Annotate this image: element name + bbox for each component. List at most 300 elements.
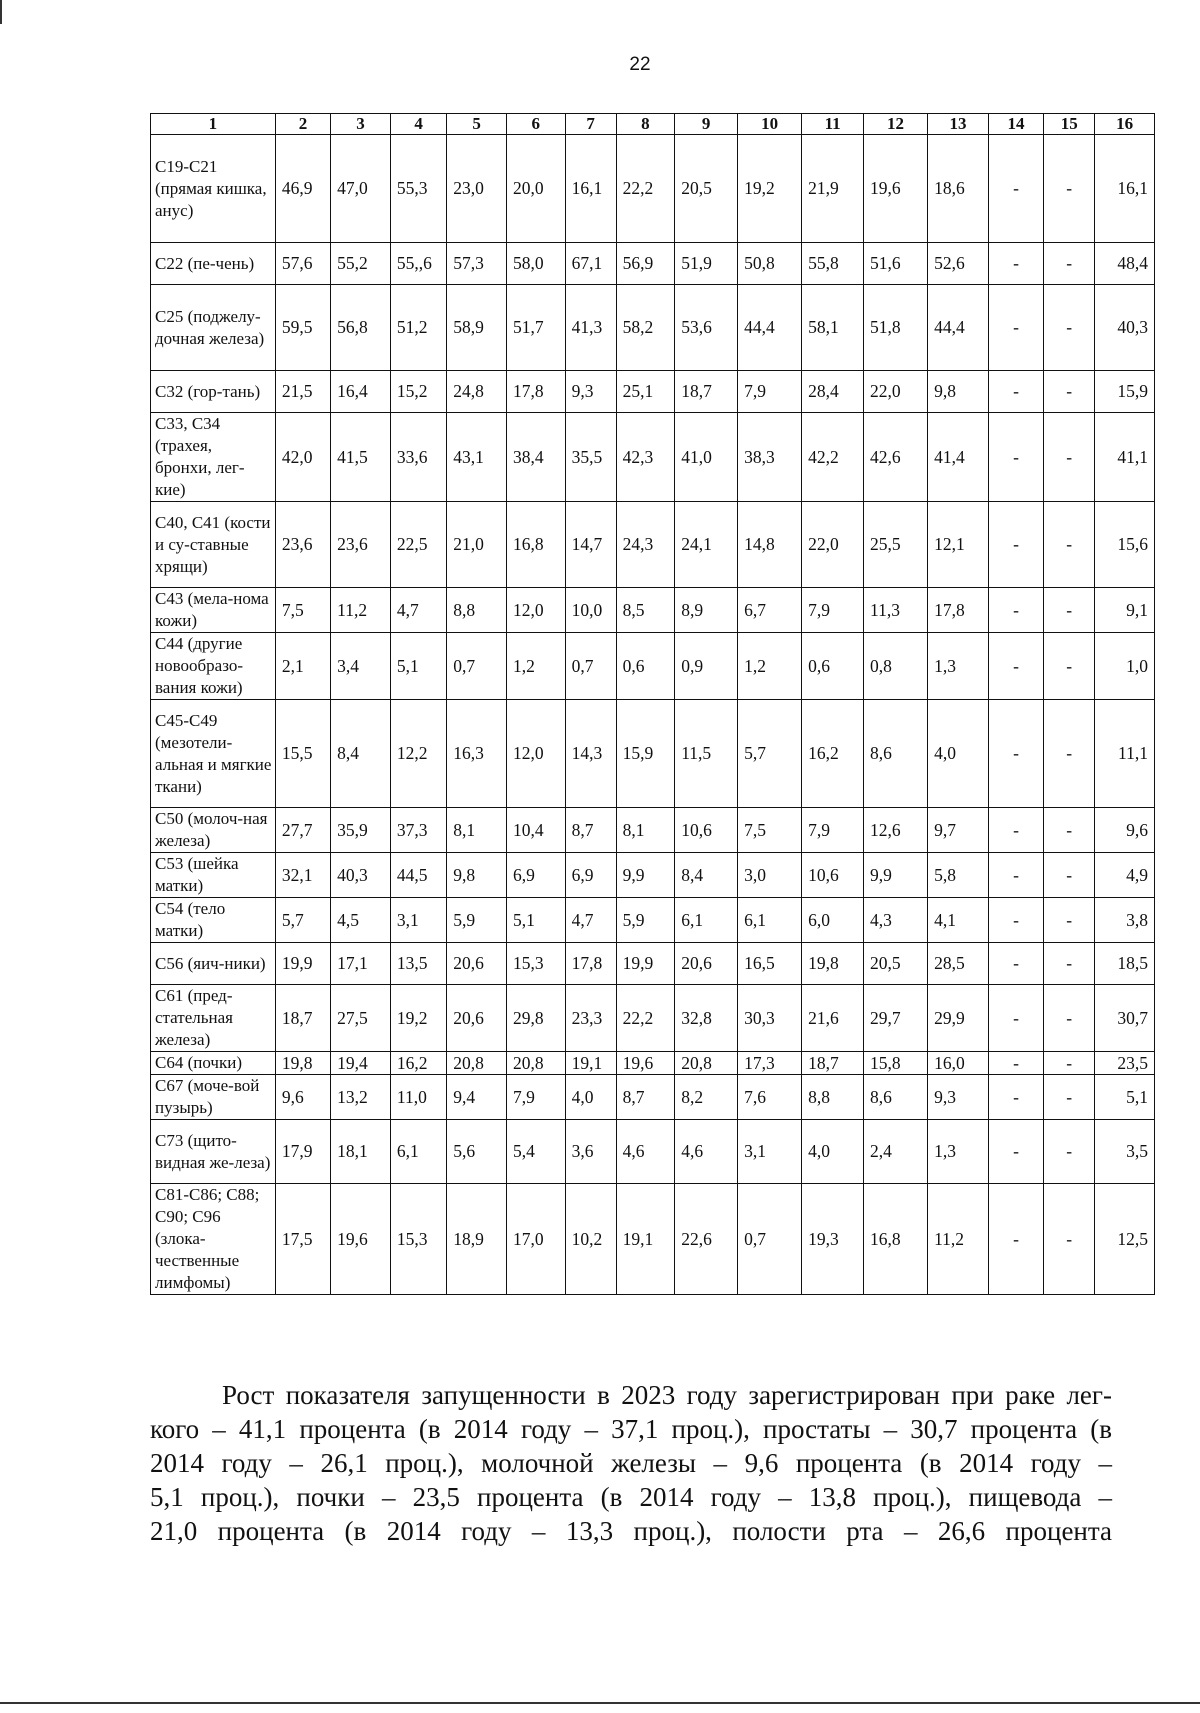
table-cell: 17,0 bbox=[506, 1184, 565, 1295]
table-cell: 12,0 bbox=[506, 588, 565, 633]
table-cell: 51,6 bbox=[864, 243, 928, 285]
table-cell: 46,9 bbox=[275, 135, 330, 243]
table-cell: 19,4 bbox=[331, 1052, 391, 1075]
table-cell: 3,0 bbox=[738, 853, 802, 898]
table-cell: 18,7 bbox=[675, 371, 738, 413]
table-cell: - bbox=[988, 700, 1043, 808]
table-cell: 9,8 bbox=[928, 371, 989, 413]
column-header: 10 bbox=[738, 114, 802, 135]
table-cell: 42,2 bbox=[802, 413, 864, 502]
page-edge-mark bbox=[0, 0, 2, 24]
table-cell: 41,5 bbox=[331, 413, 391, 502]
table-cell: - bbox=[988, 243, 1043, 285]
table-cell: 15,8 bbox=[864, 1052, 928, 1075]
row-label: С61 (пред-стательная железа) bbox=[151, 985, 276, 1052]
table-cell: 7,5 bbox=[275, 588, 330, 633]
column-header: 4 bbox=[390, 114, 446, 135]
table-cell: 58,0 bbox=[506, 243, 565, 285]
table-cell: 41,3 bbox=[565, 285, 616, 371]
table-row bbox=[151, 371, 1155, 413]
table-cell: 33,6 bbox=[390, 413, 446, 502]
table-cell: 38,3 bbox=[738, 413, 802, 502]
table-cell: 29,7 bbox=[864, 985, 928, 1052]
table-cell: 4,6 bbox=[675, 1120, 738, 1184]
table-cell: 7,5 bbox=[738, 808, 802, 853]
table-cell: 13,5 bbox=[390, 943, 446, 985]
table-cell: 20,6 bbox=[675, 943, 738, 985]
table-cell: 55,8 bbox=[802, 243, 864, 285]
column-header: 3 bbox=[331, 114, 391, 135]
table-cell: - bbox=[1044, 135, 1095, 243]
table-cell: 8,7 bbox=[565, 808, 616, 853]
table-cell: 51,9 bbox=[675, 243, 738, 285]
table-cell: 1,0 bbox=[1095, 633, 1155, 700]
table-cell: 22,6 bbox=[675, 1184, 738, 1295]
column-header: 1 bbox=[151, 114, 276, 135]
table-cell: 4,7 bbox=[390, 588, 446, 633]
table-cell: 10,4 bbox=[506, 808, 565, 853]
column-header: 14 bbox=[988, 114, 1043, 135]
table-cell: 12,6 bbox=[864, 808, 928, 853]
column-header: 8 bbox=[616, 114, 675, 135]
table-cell: 47,0 bbox=[331, 135, 391, 243]
row-label: С45-С49 (мезотели-альная и мягкие ткани) bbox=[151, 700, 276, 808]
table-cell: 0,6 bbox=[802, 633, 864, 700]
table-cell: 16,4 bbox=[331, 371, 391, 413]
table-cell: 0,8 bbox=[864, 633, 928, 700]
table-cell: 16,0 bbox=[928, 1052, 989, 1075]
table-cell: 16,1 bbox=[1095, 135, 1155, 243]
table-cell: 15,3 bbox=[506, 943, 565, 985]
table-cell: 19,9 bbox=[275, 943, 330, 985]
table-cell: 21,6 bbox=[802, 985, 864, 1052]
table-cell: 44,4 bbox=[928, 285, 989, 371]
table-cell: - bbox=[988, 1052, 1043, 1075]
table-cell: 3,1 bbox=[738, 1120, 802, 1184]
table-cell: - bbox=[1044, 1075, 1095, 1120]
table-cell: - bbox=[988, 985, 1043, 1052]
table-cell: 19,6 bbox=[331, 1184, 391, 1295]
table-cell: 8,6 bbox=[864, 1075, 928, 1120]
table-cell: 17,8 bbox=[565, 943, 616, 985]
table-cell: 7,9 bbox=[802, 808, 864, 853]
table-row bbox=[151, 285, 1155, 371]
table-cell: 20,0 bbox=[506, 135, 565, 243]
table-cell: 9,9 bbox=[616, 853, 675, 898]
table-cell: 40,3 bbox=[331, 853, 391, 898]
table-cell: 8,8 bbox=[802, 1075, 864, 1120]
table-cell: 9,7 bbox=[928, 808, 989, 853]
row-label: С56 (яич-ники) bbox=[151, 943, 276, 985]
table-row bbox=[151, 588, 1155, 633]
table-cell: 22,2 bbox=[616, 135, 675, 243]
table-row bbox=[151, 943, 1155, 985]
table-cell: 7,6 bbox=[738, 1075, 802, 1120]
table-cell: - bbox=[1044, 588, 1095, 633]
table-cell: - bbox=[1044, 1052, 1095, 1075]
table-cell: - bbox=[1044, 700, 1095, 808]
table-cell: 19,1 bbox=[565, 1052, 616, 1075]
table-cell: 19,2 bbox=[738, 135, 802, 243]
table-cell: 6,9 bbox=[565, 853, 616, 898]
table-cell: 55,3 bbox=[390, 135, 446, 243]
table-cell: 19,3 bbox=[802, 1184, 864, 1295]
table-row bbox=[151, 808, 1155, 853]
table-cell: 8,4 bbox=[675, 853, 738, 898]
table-cell: 6,1 bbox=[738, 898, 802, 943]
table-cell: 10,6 bbox=[802, 853, 864, 898]
table-cell: - bbox=[988, 1184, 1043, 1295]
table-cell: 6,9 bbox=[506, 853, 565, 898]
column-header: 13 bbox=[928, 114, 989, 135]
table-cell: 17,9 bbox=[275, 1120, 330, 1184]
row-label: С67 (моче-вой пузырь) bbox=[151, 1075, 276, 1120]
table-cell: 5,1 bbox=[1095, 1075, 1155, 1120]
table-cell: 15,9 bbox=[1095, 371, 1155, 413]
table-cell: 15,5 bbox=[275, 700, 330, 808]
row-label: С64 (почки) bbox=[151, 1052, 276, 1075]
table-cell: 7,9 bbox=[802, 588, 864, 633]
table-cell: 57,3 bbox=[447, 243, 507, 285]
row-label: С44 (другие новообразо-вания кожи) bbox=[151, 633, 276, 700]
table-cell: 5,1 bbox=[506, 898, 565, 943]
table-cell: 42,6 bbox=[864, 413, 928, 502]
table-cell: 20,8 bbox=[506, 1052, 565, 1075]
table-cell: 8,1 bbox=[616, 808, 675, 853]
table-cell: 12,2 bbox=[390, 700, 446, 808]
table-cell: 6,7 bbox=[738, 588, 802, 633]
table-cell: 0,7 bbox=[738, 1184, 802, 1295]
table-cell: 20,5 bbox=[675, 135, 738, 243]
table-cell: - bbox=[1044, 371, 1095, 413]
table-cell: - bbox=[1044, 808, 1095, 853]
table-cell: 16,5 bbox=[738, 943, 802, 985]
table-cell: 8,9 bbox=[675, 588, 738, 633]
table-cell: 42,3 bbox=[616, 413, 675, 502]
row-label: С32 (гор-тань) bbox=[151, 371, 276, 413]
table-cell: - bbox=[1044, 413, 1095, 502]
table-cell: 11,3 bbox=[864, 588, 928, 633]
table-cell: - bbox=[1044, 943, 1095, 985]
row-label: С25 (поджелу-дочная железа) bbox=[151, 285, 276, 371]
table-cell: 3,6 bbox=[565, 1120, 616, 1184]
table-row bbox=[151, 1120, 1155, 1184]
table-cell: 5,9 bbox=[616, 898, 675, 943]
table-cell: 9,4 bbox=[447, 1075, 507, 1120]
table-row bbox=[151, 502, 1155, 588]
table-cell: 19,2 bbox=[390, 985, 446, 1052]
table-cell: 7,9 bbox=[738, 371, 802, 413]
table-cell: 37,3 bbox=[390, 808, 446, 853]
table-cell: - bbox=[988, 588, 1043, 633]
table-cell: - bbox=[988, 1120, 1043, 1184]
table-cell: 58,9 bbox=[447, 285, 507, 371]
column-header: 16 bbox=[1095, 114, 1155, 135]
table-cell: 21,0 bbox=[447, 502, 507, 588]
table-cell: 8,5 bbox=[616, 588, 675, 633]
table-cell: 6,1 bbox=[675, 898, 738, 943]
table-cell: 51,2 bbox=[390, 285, 446, 371]
table-cell: 9,6 bbox=[275, 1075, 330, 1120]
table-cell: 18,7 bbox=[275, 985, 330, 1052]
table-cell: 57,6 bbox=[275, 243, 330, 285]
page-bottom-edge bbox=[0, 1702, 1200, 1704]
paragraph-line: 5,1 проц.), почки – 23,5 процента (в 2014 году – 13,8 проц.), пищевода – bbox=[150, 1482, 1112, 1512]
table-cell: 38,4 bbox=[506, 413, 565, 502]
table-cell: 4,1 bbox=[928, 898, 989, 943]
column-header: 11 bbox=[802, 114, 864, 135]
column-header: 15 bbox=[1044, 114, 1095, 135]
paragraph-line: 21,0 процента (в 2014 году – 13,3 проц.), полости рта – 26,6 процента bbox=[150, 1516, 1112, 1546]
column-header: 7 bbox=[565, 114, 616, 135]
table-cell: 9,1 bbox=[1095, 588, 1155, 633]
table-cell: 43,1 bbox=[447, 413, 507, 502]
table-cell: 9,6 bbox=[1095, 808, 1155, 853]
table-cell: 4,6 bbox=[616, 1120, 675, 1184]
table-cell: 20,6 bbox=[447, 985, 507, 1052]
table-cell: 18,5 bbox=[1095, 943, 1155, 985]
table-cell: 19,1 bbox=[616, 1184, 675, 1295]
table-cell: 10,2 bbox=[565, 1184, 616, 1295]
table-cell: 5,7 bbox=[738, 700, 802, 808]
table-cell: 67,1 bbox=[565, 243, 616, 285]
table-cell: 16,2 bbox=[802, 700, 864, 808]
row-label: С22 (пе-чень) bbox=[151, 243, 276, 285]
table-cell: 19,6 bbox=[864, 135, 928, 243]
table-cell: 58,2 bbox=[616, 285, 675, 371]
table-cell: 16,8 bbox=[864, 1184, 928, 1295]
table-row bbox=[151, 985, 1155, 1052]
table-cell: 15,9 bbox=[616, 700, 675, 808]
table-cell: - bbox=[1044, 633, 1095, 700]
table-cell: 27,7 bbox=[275, 808, 330, 853]
table-cell: 9,8 bbox=[447, 853, 507, 898]
table-cell: 15,3 bbox=[390, 1184, 446, 1295]
table-row bbox=[151, 243, 1155, 285]
table-cell: 23,6 bbox=[275, 502, 330, 588]
table-cell: 16,8 bbox=[506, 502, 565, 588]
table-cell: 25,1 bbox=[616, 371, 675, 413]
table-cell: 17,8 bbox=[506, 371, 565, 413]
table-cell: - bbox=[988, 898, 1043, 943]
table-cell: 35,5 bbox=[565, 413, 616, 502]
table-cell: 16,1 bbox=[565, 135, 616, 243]
table-row bbox=[151, 700, 1155, 808]
table-cell: 0,6 bbox=[616, 633, 675, 700]
table-cell: 16,3 bbox=[447, 700, 507, 808]
table-cell: 28,4 bbox=[802, 371, 864, 413]
row-label: С73 (щито-видная же-леза) bbox=[151, 1120, 276, 1184]
table-cell: 9,3 bbox=[928, 1075, 989, 1120]
table-cell: 17,1 bbox=[331, 943, 391, 985]
table-cell: 51,8 bbox=[864, 285, 928, 371]
table-cell: - bbox=[1044, 1120, 1095, 1184]
table-cell: 30,7 bbox=[1095, 985, 1155, 1052]
table-cell: 8,8 bbox=[447, 588, 507, 633]
table-cell: - bbox=[988, 633, 1043, 700]
table-cell: 9,3 bbox=[565, 371, 616, 413]
table-cell: - bbox=[988, 943, 1043, 985]
table-cell: 11,2 bbox=[331, 588, 391, 633]
table-cell: 6,0 bbox=[802, 898, 864, 943]
table-cell: 2,1 bbox=[275, 633, 330, 700]
table-cell: - bbox=[988, 808, 1043, 853]
table-cell: - bbox=[988, 413, 1043, 502]
table-cell: 22,0 bbox=[864, 371, 928, 413]
table-cell: 19,9 bbox=[616, 943, 675, 985]
table-cell: 4,7 bbox=[565, 898, 616, 943]
table-cell: 13,2 bbox=[331, 1075, 391, 1120]
table-cell: - bbox=[988, 1075, 1043, 1120]
table-cell: - bbox=[1044, 1184, 1095, 1295]
table-cell: 10,0 bbox=[565, 588, 616, 633]
table-cell: 22,2 bbox=[616, 985, 675, 1052]
table-cell: 17,5 bbox=[275, 1184, 330, 1295]
table-cell: 56,9 bbox=[616, 243, 675, 285]
table-cell: 4,0 bbox=[802, 1120, 864, 1184]
table-cell: 5,8 bbox=[928, 853, 989, 898]
table-cell: 23,5 bbox=[1095, 1052, 1155, 1075]
column-header: 6 bbox=[506, 114, 565, 135]
table-cell: 12,1 bbox=[928, 502, 989, 588]
table-cell: 59,5 bbox=[275, 285, 330, 371]
table-cell: - bbox=[988, 135, 1043, 243]
table-cell: 3,1 bbox=[390, 898, 446, 943]
table-cell: 1,3 bbox=[928, 633, 989, 700]
table-cell: 55,2 bbox=[331, 243, 391, 285]
table-cell: 20,8 bbox=[675, 1052, 738, 1075]
table-cell: 4,9 bbox=[1095, 853, 1155, 898]
table-cell: 22,5 bbox=[390, 502, 446, 588]
table-row bbox=[151, 898, 1155, 943]
column-header: 5 bbox=[447, 114, 507, 135]
table-cell: 44,5 bbox=[390, 853, 446, 898]
body-paragraph bbox=[150, 1378, 1112, 1548]
table-cell: 18,1 bbox=[331, 1120, 391, 1184]
table-cell: - bbox=[988, 853, 1043, 898]
table-cell: 5,9 bbox=[447, 898, 507, 943]
table-cell: 24,8 bbox=[447, 371, 507, 413]
table-cell: 8,1 bbox=[447, 808, 507, 853]
statistics-table bbox=[150, 113, 1155, 1295]
table-cell: 40,3 bbox=[1095, 285, 1155, 371]
table-cell: 50,8 bbox=[738, 243, 802, 285]
table-cell: 20,5 bbox=[864, 943, 928, 985]
table-cell: 4,5 bbox=[331, 898, 391, 943]
table-cell: 9,9 bbox=[864, 853, 928, 898]
table-row bbox=[151, 1184, 1155, 1295]
table-cell: 58,1 bbox=[802, 285, 864, 371]
row-label: С50 (молоч-ная железа) bbox=[151, 808, 276, 853]
table-cell: 42,0 bbox=[275, 413, 330, 502]
table-cell: 15,2 bbox=[390, 371, 446, 413]
table-cell: 14,3 bbox=[565, 700, 616, 808]
table-cell: 5,7 bbox=[275, 898, 330, 943]
table-cell: 41,4 bbox=[928, 413, 989, 502]
table-cell: 51,7 bbox=[506, 285, 565, 371]
table-cell: 1,2 bbox=[506, 633, 565, 700]
table-cell: 0,9 bbox=[675, 633, 738, 700]
table-cell: 10,6 bbox=[675, 808, 738, 853]
paragraph-line: кого – 41,1 процента (в 2014 году – 37,1 проц.), простаты – 30,7 процента (в bbox=[150, 1414, 1112, 1444]
table-row bbox=[151, 1052, 1155, 1075]
table-cell: 18,6 bbox=[928, 135, 989, 243]
table-cell: 12,5 bbox=[1095, 1184, 1155, 1295]
row-label: С53 (шейка матки) bbox=[151, 853, 276, 898]
table-cell: 56,8 bbox=[331, 285, 391, 371]
table-cell: 16,2 bbox=[390, 1052, 446, 1075]
column-header: 2 bbox=[275, 114, 330, 135]
table-cell: 35,9 bbox=[331, 808, 391, 853]
paragraph-line: 2014 году – 26,1 проц.), молочной железы – 9,6 процента (в 2014 году – bbox=[150, 1448, 1112, 1478]
table-cell: 15,6 bbox=[1095, 502, 1155, 588]
table-cell: 23,6 bbox=[331, 502, 391, 588]
table-cell: 2,4 bbox=[864, 1120, 928, 1184]
table-row bbox=[151, 633, 1155, 700]
table-row bbox=[151, 853, 1155, 898]
row-label: С54 (тело матки) bbox=[151, 898, 276, 943]
row-label: С40, С41 (кости и су-ставные хрящи) bbox=[151, 502, 276, 588]
table-cell: - bbox=[1044, 285, 1095, 371]
table-cell: 24,3 bbox=[616, 502, 675, 588]
table-cell: 48,4 bbox=[1095, 243, 1155, 285]
table-cell: - bbox=[988, 285, 1043, 371]
table-cell: 1,3 bbox=[928, 1120, 989, 1184]
table-cell: 11,5 bbox=[675, 700, 738, 808]
table-cell: - bbox=[1044, 502, 1095, 588]
table-cell: 3,8 bbox=[1095, 898, 1155, 943]
table-cell: 20,8 bbox=[447, 1052, 507, 1075]
column-header: 9 bbox=[675, 114, 738, 135]
table-header-row bbox=[151, 114, 1155, 135]
table-cell: 41,1 bbox=[1095, 413, 1155, 502]
table-cell: 17,3 bbox=[738, 1052, 802, 1075]
table-cell: 8,4 bbox=[331, 700, 391, 808]
table-cell: 27,5 bbox=[331, 985, 391, 1052]
table-cell: 5,1 bbox=[390, 633, 446, 700]
table-cell: 41,0 bbox=[675, 413, 738, 502]
table-cell: 0,7 bbox=[565, 633, 616, 700]
table-cell: 14,7 bbox=[565, 502, 616, 588]
row-label: С19-С21 (прямая кишка, анус) bbox=[151, 135, 276, 243]
table-cell: 4,3 bbox=[864, 898, 928, 943]
table-cell: 14,8 bbox=[738, 502, 802, 588]
paragraph-line: Рост показателя запущенности в 2023 году зарегистрирован при раке лег- bbox=[222, 1380, 1112, 1410]
table-cell: - bbox=[1044, 243, 1095, 285]
table-cell: 20,6 bbox=[447, 943, 507, 985]
table-cell: 19,8 bbox=[275, 1052, 330, 1075]
table-cell: 21,9 bbox=[802, 135, 864, 243]
table-cell: 32,8 bbox=[675, 985, 738, 1052]
table-cell: 19,8 bbox=[802, 943, 864, 985]
table-cell: 5,6 bbox=[447, 1120, 507, 1184]
table-cell: - bbox=[988, 371, 1043, 413]
table-cell: 6,1 bbox=[390, 1120, 446, 1184]
table-cell: - bbox=[1044, 853, 1095, 898]
table-cell: 22,0 bbox=[802, 502, 864, 588]
row-label: С33, С34 (трахея, бронхи, лег-кие) bbox=[151, 413, 276, 502]
table-cell: 24,1 bbox=[675, 502, 738, 588]
table-cell: 1,2 bbox=[738, 633, 802, 700]
table-cell: 18,9 bbox=[447, 1184, 507, 1295]
table-cell: 8,7 bbox=[616, 1075, 675, 1120]
table-cell: 23,0 bbox=[447, 135, 507, 243]
page-number: 22 bbox=[629, 54, 651, 75]
table-cell: 18,7 bbox=[802, 1052, 864, 1075]
table-cell: 8,6 bbox=[864, 700, 928, 808]
table-cell: 4,0 bbox=[565, 1075, 616, 1120]
table-cell: 25,5 bbox=[864, 502, 928, 588]
